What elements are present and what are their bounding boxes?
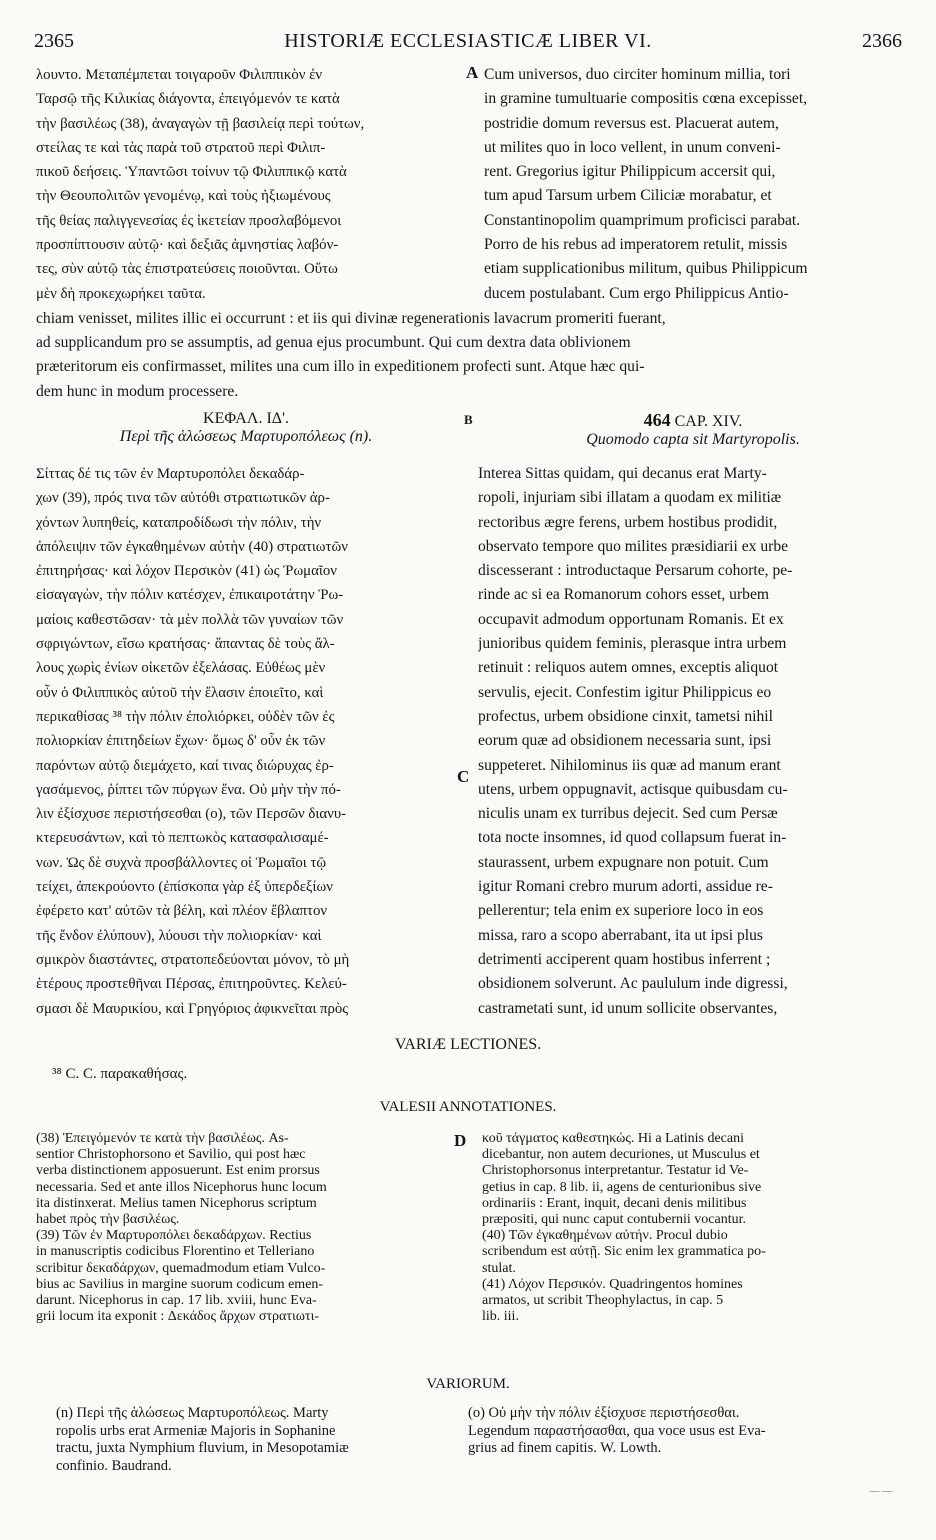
chapter-title-latin: Quomodo capta sit Martyropolis.: [586, 431, 800, 448]
annotation-line: necessaria. Sed et ante illos Nicephorus hunc locum: [36, 1179, 327, 1195]
annotation-line: (40) Τῶν ἐγκαθημένων αὐτήν. Procul dubio: [482, 1228, 728, 1244]
latin-text-line: igitur Romani crebro murum adorti, assidue re-: [478, 878, 773, 896]
latin-text-line: discesserant : introductaque Persarum cohorte, pe-: [478, 562, 793, 580]
greek-text-line: μαίοις καθεστῶσαν· τὰ μὲν πολλὰ τῶν γυναίων τῶν: [36, 611, 344, 628]
greek-text-line: περικαθίσας ³⁸ τὴν πόλιν ἐπολιόρκει, οὐδὲν τῶν ἐς: [36, 708, 335, 725]
latin-text-line: ut milites quo in loco vellent, in unum conveni-: [484, 138, 781, 156]
running-header: [0, 30, 936, 58]
variorum-line: (o) Οὐ μὴν τὴν πόλιν ἐξίσχυσε περιστήσεσθαι.: [468, 1405, 740, 1421]
variorum-line: Legendum παραστήσασθαι, qua voce usus est Eva-: [468, 1422, 766, 1439]
variorum-notes-left: [56, 1405, 456, 1475]
greek-text-line: σφριγώντων, εἴσω κρατήσας· ἅπαντας δὲ τοὺς ἄλ-: [36, 636, 335, 653]
chapter-title-greek: Περὶ τῆς ἁλώσεως Μαρτυροπόλεως (n).: [119, 428, 373, 445]
variorum-notes-right: [468, 1405, 902, 1458]
page-number-left: 2365: [34, 30, 74, 52]
greek-text-line: λιν ἐξίσχυσε περιστήσεσθαι (o), τῶν Περσῶν διανυ-: [36, 806, 347, 823]
annotation-line: ordinariis : Erant, inquit, decani denis militibus: [482, 1195, 747, 1211]
latin-text-line: pellerentur; tela enim ex superiore loco in eos: [478, 902, 764, 920]
annotation-line: dicebantur, non autem decuriones, ut Musculus et: [482, 1147, 760, 1163]
variorum-line: tractu, juxta Nymphium fluvium, in Mesopotamiæ: [56, 1440, 349, 1456]
annotation-line: in manuscriptis codicibus Florentino et Telleriano: [36, 1244, 315, 1260]
latin-text-line: Constantinopolim quamprimum proficisci parabat.: [484, 211, 801, 229]
greek-text-line: εἰσαγαγὼν, τὴν πόλιν κατέσχεν, ἐπικαιροτάτην Ῥω-: [36, 587, 344, 604]
valesii-notes-right: [482, 1131, 902, 1325]
page-number-right: 2366: [862, 30, 902, 52]
greek-text-line: τῆς ἔνδον ἐλύπουν), λύουσι τὴν πολιορκίαν· καὶ: [36, 927, 322, 944]
annotation-line: getius in cap. 8 lib. ii, agens de centurionibus sive: [482, 1179, 762, 1195]
latin-text-line: profectus, urbem obsidione cinxit, tametsi nihil: [478, 707, 773, 725]
annotation-line: bius ac Savilius in margine suorum codicum emen-: [36, 1276, 324, 1292]
body-greek-column: [36, 462, 456, 1021]
valesii-annotations-heading: VALESII ANNOTATIONES.: [379, 1099, 557, 1115]
latin-text-line: Porro de his rebus ad imperatorem retulit, missis: [484, 236, 788, 254]
variae-lectiones-note: ³⁸ C. C. παρακαθήσας.: [52, 1066, 188, 1082]
chapter-heading-greek: [36, 410, 456, 446]
latin-text-line: chiam venisset, milites illic ei occurrunt : et iis qui divinæ regenerationis lavacrum promeriti fuerant,: [36, 310, 666, 327]
latin-text-line: missa, raro a scopo aberrabant, ita ut ipsi plus: [478, 926, 763, 944]
latin-text-line: tum apud Tarsum urbem Ciliciæ morabatur, et: [484, 187, 772, 205]
variorum-heading: VARIORUM.: [426, 1376, 510, 1392]
latin-text-line: castrametati sunt, id unum sollicite observantes,: [478, 999, 778, 1017]
latin-text-line: staurassent, urbem expugnare non potuit. Cum: [478, 853, 769, 871]
greek-text-line: ἐπιτηρήσας· καὶ λόχον Περσικὸν (41) ὡς Ῥωμαῖον: [36, 563, 337, 580]
variorum-line: grius ad finem capitis. W. Lowth.: [468, 1440, 662, 1456]
margin-letter-c: C: [457, 767, 470, 786]
latin-text-line: tota nocte insomnes, id quod collapsum fuerat in-: [478, 829, 787, 847]
latin-text-line: Cum universos, duo circiter hominum millia, tori: [484, 66, 791, 83]
margin-letter-d: D: [454, 1131, 467, 1150]
greek-text-line: σμασι δὲ Μαυρικίου, καὶ Γρηγόριος ἀφικνεῖται πρὸς: [36, 1000, 349, 1017]
greek-text-line: τὴν βασιλέως (38), ἀναγαγὼν τῇ βασιλείᾳ περὶ τούτων,: [36, 115, 365, 132]
annotation-line: (39) Τῶν ἐν Μαρτυροπόλει δεκαδάρχων. Rectius: [36, 1228, 312, 1244]
variae-lectiones-heading: VARIÆ LECTIONES.: [394, 1036, 542, 1053]
annotation-line: scribitur δεκαδάρχων, quemadmodum etiam Vulco-: [36, 1260, 326, 1276]
greek-text-line: πικοῦ δεήσεις. Ὑπαντῶσι τοίνυν τῷ Φιλιππικῷ κατὰ: [36, 164, 347, 181]
valesii-notes-left: [36, 1131, 456, 1325]
greek-text-line: Σίττας δέ τις τῶν ἐν Μαρτυροπόλει δεκαδάρ-: [36, 466, 305, 482]
running-title: HISTORIÆ ECCLESIASTICÆ LIBER VI.: [284, 30, 652, 52]
greek-text-line: τείχει, ἀπεκρούοντο (ἐπίσκοπα γὰρ ἐξ ὑπερδεξίων: [36, 879, 333, 896]
annotation-line: (41) Λόχον Περσικόν. Quadringentos homines: [482, 1276, 743, 1292]
latin-text-line: obsidionem solverunt. Ac paululum inde digressi,: [478, 975, 788, 993]
footer-mark: — —: [869, 1486, 892, 1497]
greek-text-line: γασάμενος, ῥίπτει τῶν πύργων ἕνα. Οὐ μὴν τὴν πό-: [36, 781, 341, 798]
latin-text-line: etiam supplicationibus militum, quibus Philippicum: [484, 260, 808, 278]
annotation-line: ita distinxerat. Melius tamen Nicephorus scriptum: [36, 1195, 317, 1211]
latin-text-line: rectoribus ægre ferens, urbem hostibus prodidit,: [478, 513, 778, 531]
latin-text-line: niculis unam ex turribus dejecit. Sed cum Persæ: [478, 805, 778, 823]
margin-letter-b: B: [464, 412, 473, 427]
greek-text-line: τὴν Θεουπολιτῶν γενομένῳ, καὶ τοὺς ἠξιωμένους: [36, 188, 331, 205]
greek-text-line: μὲν δὴ προκεχωρήκει ταῦτα.: [36, 285, 206, 302]
latin-text-line: rent. Gregorius igitur Philippicum accersit qui,: [484, 163, 776, 181]
latin-text-line: præteritorum eis confirmasset, milites una cum illo in expeditionem profecti sunt. Atque hæc qui-: [36, 358, 645, 376]
greek-text-line: οὖν ὁ Φιλιππικὸς αὐτοῦ τὴν ἔλασιν ἐποιεῖτο, καὶ: [36, 684, 324, 701]
latin-text-line: dem hunc in modum processere.: [36, 382, 239, 400]
greek-text-line: κτερευσάντων, καὶ τὸ πεπτωκὸς κατασφαλισαμέ-: [36, 830, 329, 847]
latin-text-line: eorum quæ ad obsidionem necessaria sunt, ipsi: [478, 732, 772, 750]
latin-text-line: utens, urbem oppugnavit, actisque quibusdam cu-: [478, 780, 788, 798]
latin-text-line: ducem postulabant. Cum ergo Philippicus Antio-: [484, 284, 789, 302]
annotation-line: scribendum est αὐτῇ. Sic enim lex grammatica po-: [482, 1244, 766, 1260]
latin-text-line: Interea Sittas quidam, qui decanus erat Marty-: [478, 465, 767, 482]
latin-text-line: servulis, ejecit. Confestim igitur Philippicus eo: [478, 683, 772, 701]
greek-text-line: χόντων λυπηθείς, καταπροδίδωσι τὴν πόλιν, τὴν: [36, 514, 322, 531]
latin-text-line: suppeteret. Nihilominus iis quæ ad manum erant: [478, 756, 781, 774]
annotation-line: habet πρὸς τὴν βασιλέως.: [36, 1212, 180, 1228]
latin-text-line: junioribus quidem feminis, plerasque intra urbem: [478, 635, 787, 653]
greek-text-line: ἑτέρους προστεθῆναι Πέρσας, ἐπιτηροῦντες. Κελεύ-: [36, 976, 347, 993]
greek-text-line: στείλας τε καὶ τὰς παρὰ τοῦ στρατοῦ περὶ Φιλιπ-: [36, 139, 326, 156]
chapter-side-number: 464: [643, 410, 671, 430]
greek-text-line: ἐφέρετο κατ' αὐτῶν τὰ βέλη, καὶ πλέον ἔβλαπτον: [36, 903, 328, 920]
greek-text-line: τες, σὺν αὐτῷ τὰς ἐπιστρατεύσεις ποιοῦνται. Οὕτω: [36, 261, 338, 278]
greek-text-line: σμικρὸν διαστάντες, στρατοπεδεύονται μόνον, τὸ μὴ: [36, 951, 350, 968]
latin-text-line: detrimenti acciperent quam hostibus inferrent ;: [478, 950, 771, 968]
greek-text-line: πολιορκίαν ἐπιτηδείων ἔχων· ὅμως δ' οὖν ἐκ τῶν: [36, 733, 326, 750]
annotation-line: darunt. Nicephorus in cap. 17 lib. xviii, hunc Eva-: [36, 1293, 317, 1309]
variorum-line: ropolis urbs erat Armeniæ Majoris in Sophanine: [56, 1422, 336, 1439]
latin-text-line: postridie domum reversus est. Placuerat autem,: [484, 114, 779, 132]
top-full-paragraph: [36, 307, 902, 404]
annotation-line: armatos, ut scribit Theophylactus, in cap. 5: [482, 1293, 724, 1309]
annotation-line: grii locum ita exponit : Δεκάδος ἄρχων στρατιωτι-: [36, 1309, 320, 1325]
annotation-line: lib. iii.: [482, 1309, 519, 1325]
chapter-heading-latin: [484, 410, 902, 449]
chapter-number-latin: CAP. XIV.: [674, 413, 743, 430]
margin-letter-a: A: [466, 63, 479, 82]
annotation-line: præpositi, qui nunc caput contubernii vocantur.: [482, 1212, 747, 1228]
greek-text-line: τῆς θείας παλιγγενεσίας ἐς ἱκετείαν προσλαβόμενοι: [36, 212, 342, 229]
greek-text-line: προσπίπτουσιν αὐτῷ· καὶ δεξιᾶς ἀμνηστίας λαβόν-: [36, 237, 339, 254]
top-latin-column: [484, 63, 902, 306]
variorum-line: confinio. Baudrand.: [56, 1457, 172, 1474]
greek-text-line: νων. Ὡς δὲ συχνὰ προσβάλλοντες οἱ Ῥωμαῖοι τῷ: [36, 854, 327, 871]
greek-text-line: χων (39), πρός τινα τῶν αὐτόθι στρατιωτικῶν ἀρ-: [36, 490, 330, 507]
annotation-line: verba distinctionem apposuerunt. Est enim prorsus: [36, 1163, 320, 1179]
greek-text-line: παρόντων αὐτῷ διεμάχετο, καί τινας διώρυχας ἐρ-: [36, 757, 334, 774]
latin-text-line: retinuit : reliquos autem omnes, exceptis aliquot: [478, 659, 779, 677]
annotation-line: (38) Ἐπειγόμενόν τε κατὰ τὴν βασιλέως. As-: [36, 1131, 289, 1146]
greek-text-line: Ταρσῷ τῆς Κιλικίας διάγοντα, ἐπειγόμενόν τε κατὰ: [36, 91, 340, 108]
latin-text-line: in gramine tumultuarie compositis cœna excepisset,: [484, 90, 808, 108]
latin-text-line: observato tempore quo milites præsidiarii ex urbe: [478, 537, 789, 555]
annotation-line: sentior Christophorsono et Savilio, qui post hæc: [36, 1147, 306, 1163]
latin-text-line: ropoli, injuriam sibi illatam a quodam ex militiæ: [478, 489, 782, 507]
greek-text-line: λους χωρὶς ἐνίων οἰκετῶν ἐξελάσας. Εὐθέως μὲν: [36, 660, 326, 677]
annotation-line: stulat.: [482, 1260, 516, 1276]
annotation-line: κοῦ τάγματος καθεστηκώς. Hi a Latinis decani: [482, 1131, 745, 1146]
body-latin-column: [478, 462, 902, 1021]
latin-text-line: occupavit admodum opportunam Romanis. Et ex: [478, 610, 784, 628]
greek-text-line: ἀπόλειψιν τῶν ἐγκαθημένων αὐτὴν (40) στρατιωτῶν: [36, 538, 348, 555]
top-greek-column: [36, 63, 456, 306]
greek-text-line: λουντο. Μεταπέμπεται τοιγαροῦν Φιλιππικὸν ἐν: [36, 67, 323, 83]
annotation-line: Christophorsonus interpretantur. Testatur id Ve-: [482, 1163, 749, 1179]
variorum-line: (n) Περὶ τῆς ἁλώσεως Μαρτυροπόλεως. Marty: [56, 1405, 329, 1421]
chapter-number-greek: ΚΕΦΑΛ. ΙΔ'.: [203, 410, 289, 427]
latin-text-line: ad supplicandum pro se assumptis, ad genua ejus procumbunt. Qui cum dextra data oblivionem: [36, 334, 631, 352]
latin-text-line: rinde ac si ea Romanorum cohors esset, urbem: [478, 586, 769, 604]
